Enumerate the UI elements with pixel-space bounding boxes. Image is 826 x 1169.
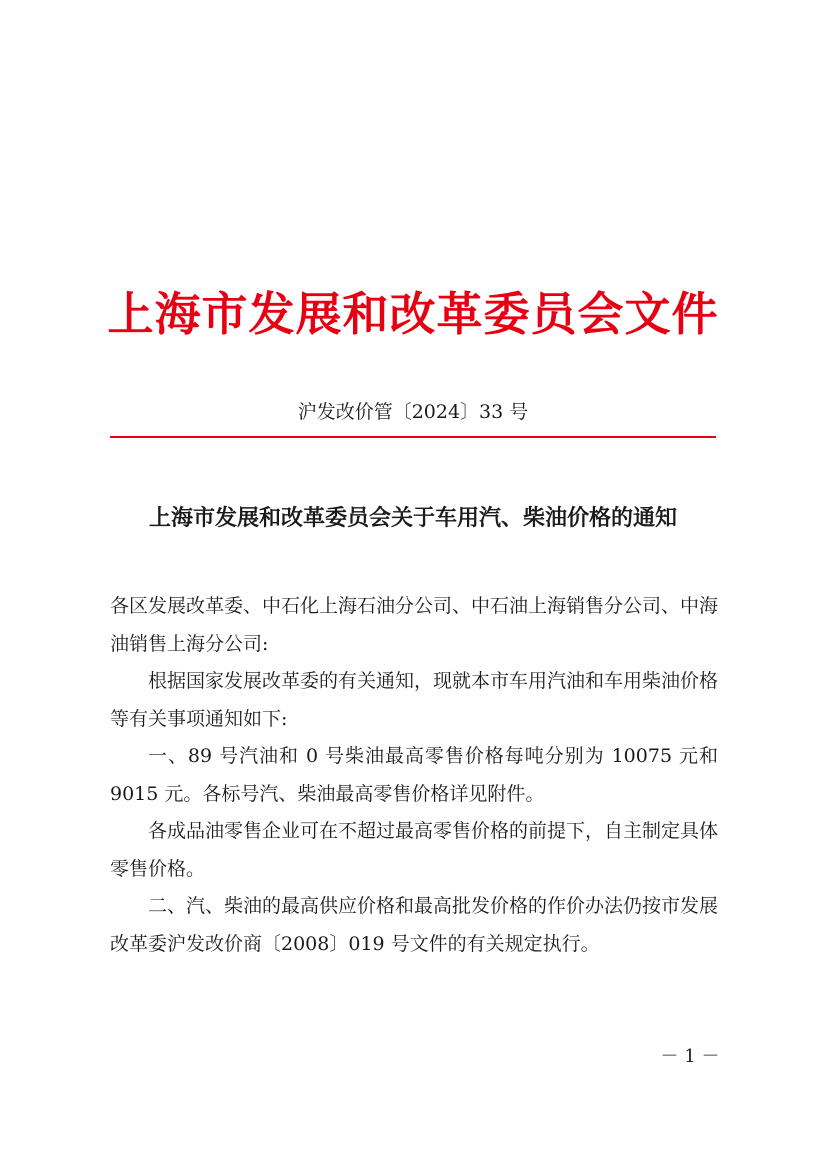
body-paragraph: 根据国家发展改革委的有关通知，现就本市车用汽油和车用柴油价格等有关事项通知如下:	[110, 670, 719, 730]
addressees-paragraph: 各区发展改革委、中石化上海石油分公司、中石油上海销售分公司、中海油销售上海分公司:	[110, 595, 719, 655]
body-paragraph: 二、汽、柴油的最高供应价格和最高批发价格的作价办法仍按市发展改革委沪发改价商〔2008〕019 号文件的有关规定执行。	[110, 895, 719, 955]
body-paragraph: 一、89 号汽油和 0 号柴油最高零售价格每吨分别为 10075 元和 9015 元。各标号汽、柴油最高零售价格详见附件。	[110, 745, 718, 805]
document-number: 沪发改价管〔2024〕33 号	[297, 401, 529, 423]
issuer-masthead-title: 上海市发展和改革委员会文件	[107, 287, 719, 341]
red-divider-line	[110, 436, 716, 438]
page-number: － 1 －	[660, 1046, 720, 1067]
notice-title: 上海市发展和改革委员会关于车用汽、柴油价格的通知	[148, 505, 677, 531]
body-paragraph: 各成品油零售企业可在不超过最高零售价格的前提下，自主制定具体零售价格。	[110, 820, 719, 880]
document-body	[110, 588, 718, 963]
